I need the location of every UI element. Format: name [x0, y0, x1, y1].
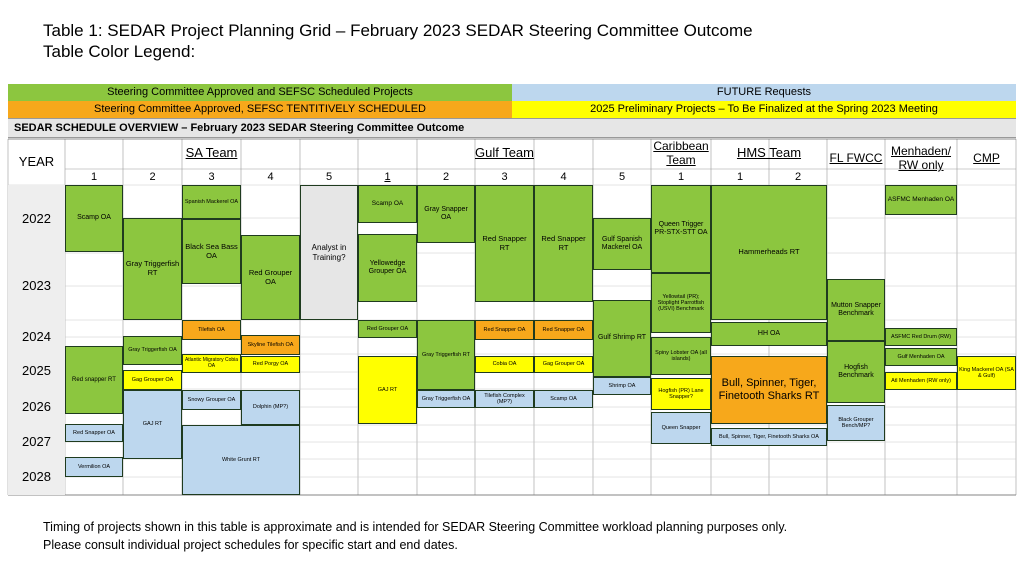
- block-fl-black-grouper: Black Grouper Bench/MP?: [827, 405, 885, 441]
- block-menhaden-atl-menhaden: Atl Menhaden (RW only): [885, 372, 957, 390]
- block-menhaden-asfmc-menhaden-oa: ASFMC Menhaden OA: [885, 185, 957, 215]
- year-2022: 2022: [8, 185, 65, 253]
- block-gulf2-gray-snapper-oa: Gray Snapper OA: [417, 185, 475, 243]
- block-sa3-black-sea-bass-oa: Black Sea Bass OA: [182, 219, 241, 284]
- block-cmp-king-mackerel-oa: King Mackerel OA (SA & Gulf): [957, 356, 1016, 390]
- block-gulf3-red-snapper-oa: Red Snapper OA: [475, 320, 534, 340]
- block-gulf1-gaj-rt: GAJ RT: [358, 356, 417, 424]
- col-caribbean-1: 1: [677, 170, 685, 183]
- col-sa-4: 4: [267, 170, 274, 183]
- col-sa-1: 1: [90, 170, 98, 183]
- block-gulf4-gag-grouper-oa: Gag Grouper OA: [534, 356, 593, 373]
- col-hms-2: 2: [794, 170, 802, 183]
- col-gulf-3: 3: [501, 170, 508, 183]
- block-sa3-spanish-mackerel-oa: Spanish Mackerel OA: [182, 185, 241, 219]
- overview-title: SEDAR SCHEDULE OVERVIEW – February 2023 SEDAR Steering Committee Outcome: [8, 118, 1016, 138]
- block-sa2-gaj-rt: GAJ RT: [123, 390, 182, 459]
- block-sa4-red-grouper-oa: Red Grouper OA: [241, 235, 300, 320]
- block-sa2-gag-grouper-oa: Gag Grouper OA: [123, 370, 182, 390]
- block-gulf4-scamp-oa: Scamp OA: [534, 390, 593, 408]
- page-title: Table 1: SEDAR Project Planning Grid – February 2023 SEDAR Steering Committee Outcome: [43, 21, 753, 40]
- team-header-caribbean: Caribbean Team: [653, 139, 709, 167]
- block-gulf5-shrimp-oa: Shrimp OA: [593, 377, 651, 395]
- block-sa3-tilefish-oa: Tilefish OA: [182, 320, 241, 340]
- block-carib-spiny-lobster-oa: Spiny Lobster OA (all islands): [651, 337, 711, 375]
- block-hms-sharks-rt: Bull, Spinner, Tiger, Finetooth Sharks RT: [711, 356, 827, 424]
- block-hms-hammerheads-rt: Hammerheads RT: [711, 185, 827, 320]
- block-sa1-vermilion-oa: Vermilion OA: [65, 457, 123, 477]
- block-sa4-red-porgy-oa: Red Porgy OA: [241, 356, 300, 373]
- year-2028: 2028: [8, 459, 65, 495]
- block-carib-queen-trigger-oa: Queen Trigger PR-STX-STT OA: [651, 185, 711, 273]
- col-sa-5: 5: [325, 170, 333, 183]
- team-header-sa: SA Team: [185, 144, 238, 160]
- block-sa3-atlantic-migratory-cobia-oa: Atlantic Migratory Cobia OA: [182, 354, 241, 373]
- block-gulf2-gray-triggerfish-rt: Gray Triggerfish RT: [417, 320, 475, 390]
- block-gulf5-gulf-spanish-mackerel-oa: Gulf Spanish Mackerel OA: [593, 218, 651, 270]
- block-hms-sharks-oa: Bull, Spinner, Tiger, Finetooth Sharks OA: [711, 428, 827, 446]
- block-gulf4-red-snapper-rt: Red Snapper RT: [534, 185, 593, 302]
- legend-orange: Steering Committee Approved, SEFSC TENTITIVELY SCHEDULED: [8, 101, 512, 118]
- legend-blue: FUTURE Requests: [512, 84, 1016, 101]
- block-sa2-gray-triggerfish-oa: Gray Triggerfish OA: [123, 336, 182, 365]
- block-carib-hogfish-lane-snapper: Hogfish (PR) Lane Snapper?: [651, 378, 711, 410]
- legend-green: Steering Committee Approved and SEFSC Scheduled Projects: [8, 84, 512, 101]
- block-sa4-dolphin-mp: Dolphin (MP?): [241, 390, 300, 425]
- team-header-fl-fwcc: FL FWCC: [829, 151, 883, 166]
- block-gulf5-gulf-shrimp-rt: Gulf Shrimp RT: [593, 300, 651, 377]
- block-gulf1-yellowedge-grouper-oa: Yellowedge Grouper OA: [358, 234, 417, 302]
- block-carib-queen-snapper: Queen Snapper: [651, 412, 711, 444]
- col-gulf-2: 2: [442, 170, 450, 183]
- block-gulf1-red-grouper-oa: Red Grouper OA: [358, 320, 417, 338]
- team-header-menhaden: Menhaden/ RW only: [890, 144, 952, 172]
- block-hms-hh-oa: HH OA: [711, 322, 827, 346]
- team-header-cmp: CMP: [973, 151, 1000, 166]
- block-sa3-snowy-grouper-oa: Snowy Grouper OA: [182, 390, 241, 410]
- year-header: YEAR: [18, 153, 55, 169]
- year-2027: 2027: [8, 425, 65, 459]
- block-sa1-red-snapper-rt: Red snapper RT: [65, 346, 123, 414]
- year-2025: 2025: [8, 354, 65, 389]
- block-carib-yellowtail-benchmark: Yellowtail (PR); Stoplight Parrotfish (USVI) Benchmark: [651, 273, 711, 333]
- legend-heading: Table Color Legend:: [43, 42, 196, 61]
- block-gulf1-scamp-oa: Scamp OA: [358, 185, 417, 223]
- col-hms-1: 1: [736, 170, 744, 183]
- block-gulf3-red-snapper-rt: Red Snapper RT: [475, 185, 534, 302]
- block-menhaden-red-drum: ASFMC Red Drum (RW): [885, 328, 957, 346]
- col-gulf-5: 5: [618, 170, 626, 183]
- year-2024: 2024: [8, 320, 65, 354]
- footer-note: Timing of projects shown in this table is approximate and is intended for SEDAR Steering Committee workload planning purposes only. Please consult individual project schedules for specific start and end dates.: [43, 520, 788, 552]
- legend-yellow: 2025 Preliminary Projects – To Be Finalized at the Spring 2023 Meeting: [512, 101, 1016, 118]
- block-gulf2-gray-triggerfish-oa: Gray Triggerfish OA: [417, 390, 475, 408]
- block-gulf4-red-snapper-oa: Red Snapper OA: [534, 320, 593, 340]
- year-2023: 2023: [8, 253, 65, 320]
- block-gulf3-tilefish-complex: Tilefish Complex (MP?): [475, 390, 534, 408]
- col-gulf-1: 1: [384, 170, 391, 183]
- block-sa3-white-grunt-rt: White Grunt RT: [182, 425, 300, 495]
- team-header-hms: HMS Team: [736, 144, 802, 160]
- team-header-gulf: Gulf Team: [474, 144, 534, 160]
- block-gulf3-cobia-oa: Cobia OA: [475, 356, 534, 373]
- block-sa1-red-snapper-oa: Red Snapper OA: [65, 424, 123, 442]
- block-sa1-scamp-oa: Scamp OA: [65, 185, 123, 252]
- block-sa4-skyline-tilefish-oa: Skyline Tilefish OA: [241, 335, 300, 355]
- col-gulf-4: 4: [560, 170, 567, 183]
- block-fl-hogfish-benchmark: Hogfish Benchmark: [827, 341, 885, 403]
- block-sa5-analyst-in-training: Analyst in Training?: [300, 185, 358, 320]
- block-menhaden-gulf-menhaden-oa: Gulf Menhaden OA: [885, 348, 957, 366]
- col-sa-2: 2: [149, 170, 156, 183]
- year-2026: 2026: [8, 389, 65, 425]
- block-fl-mutton-snapper-benchmark: Mutton Snapper Benchmark: [827, 279, 885, 341]
- block-sa2-gray-triggerfish-rt: Gray Triggerfish RT: [123, 218, 182, 320]
- col-sa-3: 3: [208, 170, 215, 183]
